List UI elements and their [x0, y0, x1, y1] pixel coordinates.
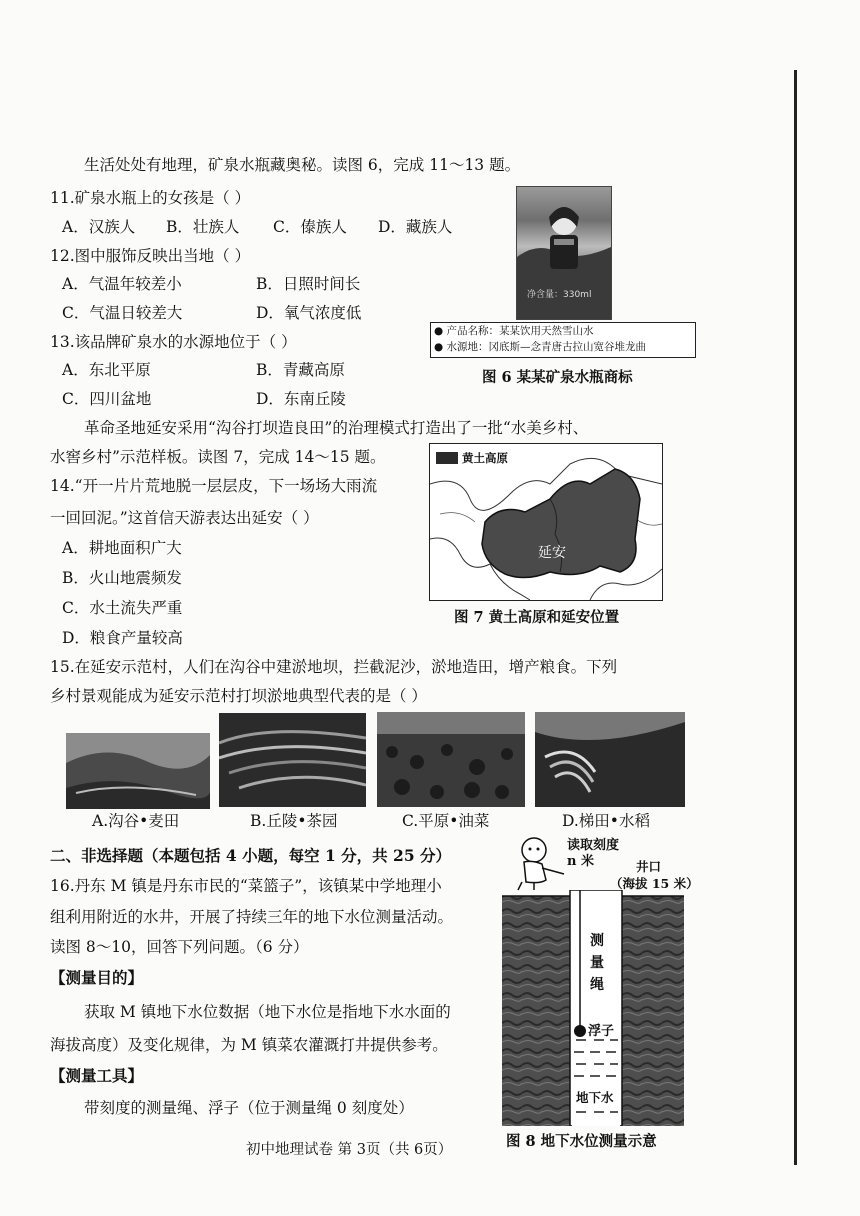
q11-option-b: B．壮族人	[166, 218, 240, 236]
product-info-box	[430, 322, 696, 358]
well-mouth-label: 井口 （海拔 15 米）	[610, 859, 699, 891]
q11-option-c: C．傣族人	[273, 218, 347, 236]
q15-option-b: B.丘陵•茶园	[250, 812, 338, 830]
q15-option-c: C.平原•油菜	[402, 812, 490, 830]
q14-option-a: A．耕地面积广大	[62, 539, 182, 557]
option-d-photo	[535, 712, 685, 807]
question-15-stem-line2: 乡村景观能成为延安示范村打坝淤地典型代表的是（ ）	[50, 687, 427, 705]
q12-option-d: D．氧气浓度低	[256, 304, 362, 322]
question-14-stem-line1: 14.“开一片片荒地脱一层层皮，下一场场大雨流	[50, 477, 378, 495]
q12-option-a: A．气温年较差小	[62, 275, 182, 293]
figure-8-caption: 图 8 地下水位测量示意	[506, 1133, 657, 1150]
bottle-volume-label: 净含量：330ml	[527, 290, 592, 300]
tools-text: 带刻度的测量绳、浮子（位于测量绳 0 刻度处）	[84, 1099, 414, 1117]
figure-7-caption: 图 7 黄土高原和延安位置	[454, 609, 620, 626]
option-c-photo	[377, 712, 525, 807]
legend-swatch	[436, 452, 458, 464]
q14-option-d: D．粮食产量较高	[62, 629, 183, 647]
q14-option-b: B．火山地震频发	[62, 569, 182, 587]
question-13-stem: 13.该品牌矿泉水的水源地位于（ ）	[50, 333, 297, 351]
q16-line3: 读图 8～10，回答下列问题。（6 分）	[50, 938, 309, 956]
q15-option-a: A.沟谷•麦田	[92, 812, 180, 830]
water-source-text: ● 水源地：冈底斯—念青唐古拉山宽谷堆龙曲	[434, 341, 646, 353]
intro-text-2-line2: 水窖乡村”示范样板。读图 7，完成 14～15 题。	[50, 448, 386, 466]
question-12-stem: 12.图中服饰反映出当地（ ）	[50, 247, 251, 265]
question-15-stem-line1: 15.在延安示范村，人们在沟谷中建淤地坝，拦截泥沙，淤地造田，增产粮食。下列	[50, 658, 618, 676]
tools-title: 【测量工具】	[50, 1066, 144, 1085]
intro-text-2-line1: 革命圣地延安采用“沟谷打坝造良田”的治理模式打造出了一批“水美乡村、	[84, 419, 589, 437]
intro-text-1: 生活处处有地理，矿泉水瓶藏奥秘。读图 6，完成 11～13 题。	[84, 156, 521, 174]
purpose-line1: 获取 M 镇地下水位数据（地下水位是指地下水水面的	[84, 1003, 451, 1021]
q13-option-a: A．东北平原	[62, 361, 151, 379]
yanan-city-label: 延安	[538, 545, 566, 561]
q13-option-c: C．四川盆地	[62, 390, 152, 408]
product-name-text: ● 产品名称：某某饮用天然雪山水	[434, 325, 594, 337]
page-footer: 初中地理试卷 第 3页（共 6页）	[246, 1142, 453, 1158]
page-margin-line	[794, 70, 797, 1165]
question-11-stem: 11.矿泉水瓶上的女孩是（ ）	[50, 189, 251, 207]
option-b-photo	[219, 713, 366, 807]
question-14-stem-line2: 一回回泥。”这首信天游表达出延安（ ）	[50, 509, 319, 527]
option-a-photo	[66, 733, 210, 809]
q12-option-b: B．日照时间长	[256, 275, 361, 293]
bottle-label-image	[516, 186, 612, 320]
q16-line1: 16.丹东 M 镇是丹东市民的“菜篮子”，该镇某中学地理小	[50, 877, 442, 895]
q11-option-d: D．藏族人	[378, 218, 453, 236]
q14-option-c: C．水土流失严重	[62, 599, 183, 617]
groundwater-label: 地下水	[576, 1090, 614, 1105]
float-label: 浮子	[588, 1024, 615, 1039]
q11-option-a: A．汉族人	[62, 218, 136, 236]
purpose-title: 【测量目的】	[50, 968, 144, 987]
q15-option-d: D.梯田•水稻	[562, 812, 650, 830]
q13-option-b: B．青藏高原	[256, 361, 345, 379]
q13-option-d: D．东南丘陵	[256, 390, 346, 408]
q16-line2: 组利用附近的水井，开展了持续三年的地下水位测量活动。	[50, 908, 454, 926]
q12-option-c: C．气温日较差大	[62, 304, 183, 322]
rope-label: 测 量 绳	[590, 933, 604, 993]
loess-plateau-map	[429, 443, 663, 601]
well-diagram	[502, 890, 684, 1126]
section-2-heading: 二、非选择题（本题包括 4 小题，每空 1 分，共 25 分）	[50, 846, 452, 865]
person-figure	[512, 836, 572, 892]
legend-label: 黄土高原	[462, 451, 508, 465]
figure-6-caption: 图 6 某某矿泉水瓶商标	[482, 369, 633, 386]
reading-scale-label: 读取刻度 n 米	[567, 838, 620, 869]
purpose-line2: 海拔高度）及变化规律，为 M 镇菜农灌溉打井提供参考。	[50, 1036, 448, 1054]
